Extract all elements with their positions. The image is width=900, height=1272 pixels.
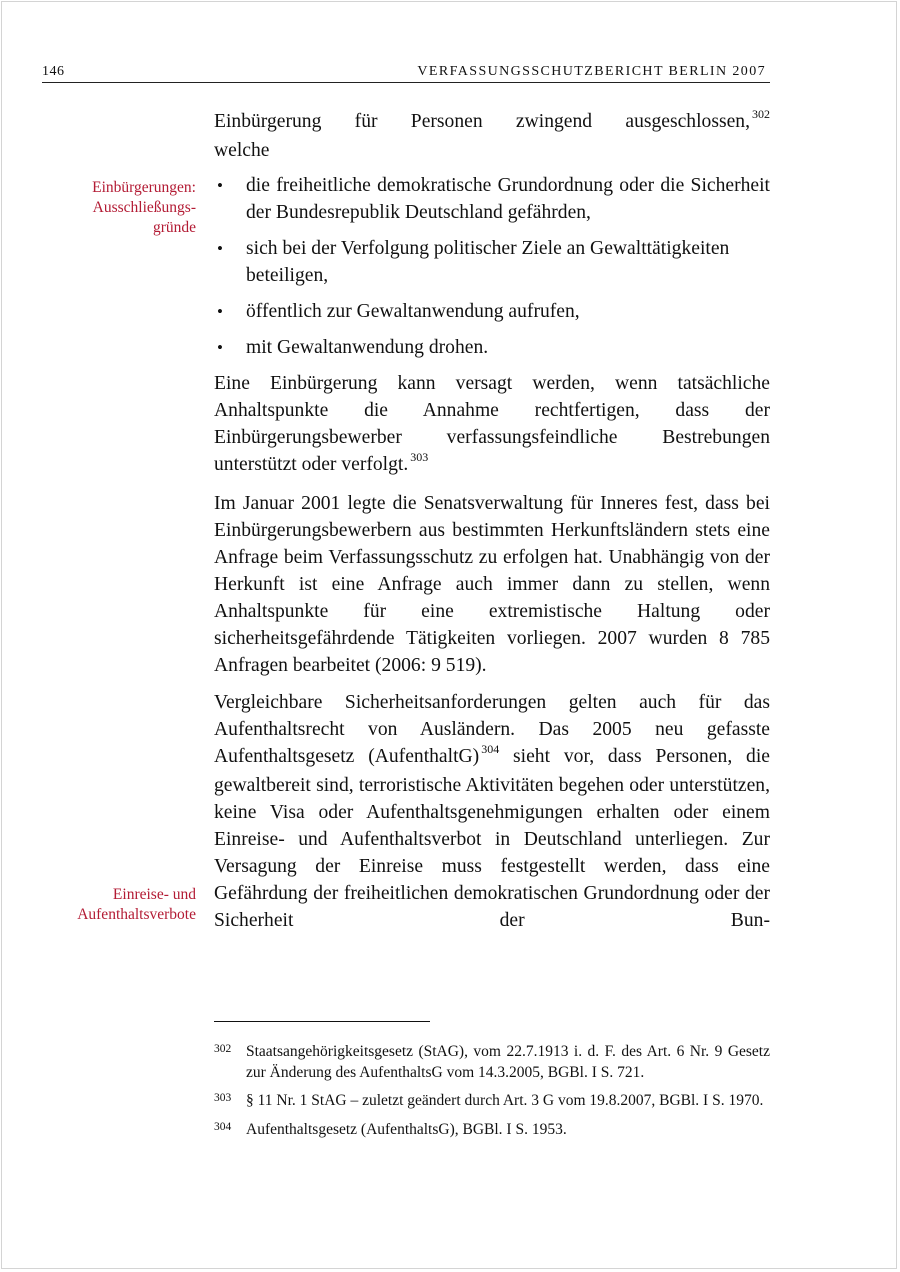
- footnote-ref-302: 302: [752, 107, 770, 121]
- list-item: • öffentlich zur Gewaltanwendung aufrufen,: [214, 298, 770, 325]
- footnote-304: [214, 1120, 770, 1141]
- margin-note-line: gründe: [152, 219, 196, 236]
- bullet-icon: •: [217, 239, 223, 258]
- footnote-number: 302: [214, 1043, 232, 1055]
- footnote-text: Staatsangehörigkeitsgesetz (StAG), vom 22.7.1913 i. d. F. des Art. 6 Nr. 9 Gesetz zur Änderung des AufenthaltsG vom 14.3.2005, BGBl. I S. 721.: [246, 1043, 770, 1081]
- footnote-ref-304: 304: [481, 742, 500, 756]
- margin-note-line: Aufenthaltsverbote: [77, 906, 196, 923]
- intro-paragraph: [214, 108, 770, 164]
- footnote-separator: [214, 1021, 430, 1022]
- bullet-icon: •: [217, 302, 223, 321]
- margin-note-line: Ausschließungs-: [92, 199, 196, 216]
- main-text: [214, 108, 770, 944]
- list-item: • die freiheitliche demokratische Grundordnung oder die Sicherheit der Bundesrepublik Deutschland gefährden,: [214, 172, 770, 226]
- paragraph-anfragen: Im Januar 2001 legte die Senatsverwaltung für Inneres fest, dass bei Einbürgerungsbewerbern aus bestimmten Herkunftsländern stets eine Anfrage beim Verfassungsschutz zu erfolgen hat. Unabhängig von der Herkunft ist eine Anfrage auch immer dann zu stellen, wenn Anhaltspunkte für eine extremistische Haltung oder sicherheitsgefährdende Tätigkeiten vorliegen. 2007 wurden 8 785 Anfragen bearbeitet (2006: 9 519).: [214, 493, 770, 676]
- list-item: • sich bei der Verfolgung politischer Ziele an Gewalttätigkeiten beteiligen,: [214, 235, 770, 289]
- intro-line-1: Einbürgerung für Personen zwingend ausgeschlossen, $^{302}$: [214, 107, 770, 132]
- header-title: VERFASSUNGSSCHUTZBERICHT BERLIN 2007: [417, 64, 766, 79]
- footnote-ref-303: 303: [410, 450, 429, 464]
- margin-note-line: Einbürgerungen:: [92, 179, 196, 196]
- footnote-302: [214, 1042, 770, 1083]
- running-header: [42, 64, 770, 83]
- footnote-303: [214, 1091, 770, 1112]
- footnote-number: 303: [214, 1092, 232, 1104]
- intro-line-2: welche: [214, 140, 270, 161]
- footnote-text: § 11 Nr. 1 StAG – zuletzt geändert durch Art. 3 G vom 19.8.2007, BGBl. I S. 1970.: [246, 1092, 764, 1109]
- margin-note-line: Einreise- und: [112, 886, 196, 903]
- list-item: • mit Gewaltanwendung drohen.: [214, 334, 770, 361]
- margin-note-einreise: [20, 885, 196, 925]
- exclusion-list: [214, 172, 770, 361]
- footnotes: [214, 1042, 770, 1148]
- paragraph-aufenthaltsrecht: Vergleichbare Sicherheitsanforderungen gelten auch für das Aufenthaltsrecht von Ausländern. Das 2005 neu gefasste Aufenthaltsgesetz (AufenthaltG) $^{304}$ sieht vor, dass Personen, die gewaltbereit sind, terroristische Aktivitäten begehen oder unterstützen, keine Visa oder Aufenthaltsgenehmigungen erhalten oder einem Einreise- und Aufenthaltsverbot in Deutschland unterliegen. Zur Versagung der Einreise muss festgestellt werden, dass eine Gefährdung der freiheitlichen demokratischen Grundordnung oder der Sicherheit der Bun-: [214, 692, 770, 931]
- margin-note-einbuergerungen: [40, 178, 196, 238]
- bullet-icon: •: [217, 338, 223, 357]
- bullet-icon: •: [217, 176, 223, 195]
- footnote-number: 304: [214, 1120, 232, 1133]
- page-number: 146: [42, 64, 65, 79]
- footnote-text: Aufenthaltsgesetz (AufenthaltsG), BGBl. I S. 1953.: [246, 1120, 567, 1138]
- paragraph-versagung: Eine Einbürgerung kann versagt werden, wenn tatsächliche Anhaltspunkte die Annahme rechtfertigen, dass der Einbürgerungsbewerber verfassungsfeindliche Bestrebungen unterstützt oder verfolgt. $^{303}$: [214, 373, 770, 475]
